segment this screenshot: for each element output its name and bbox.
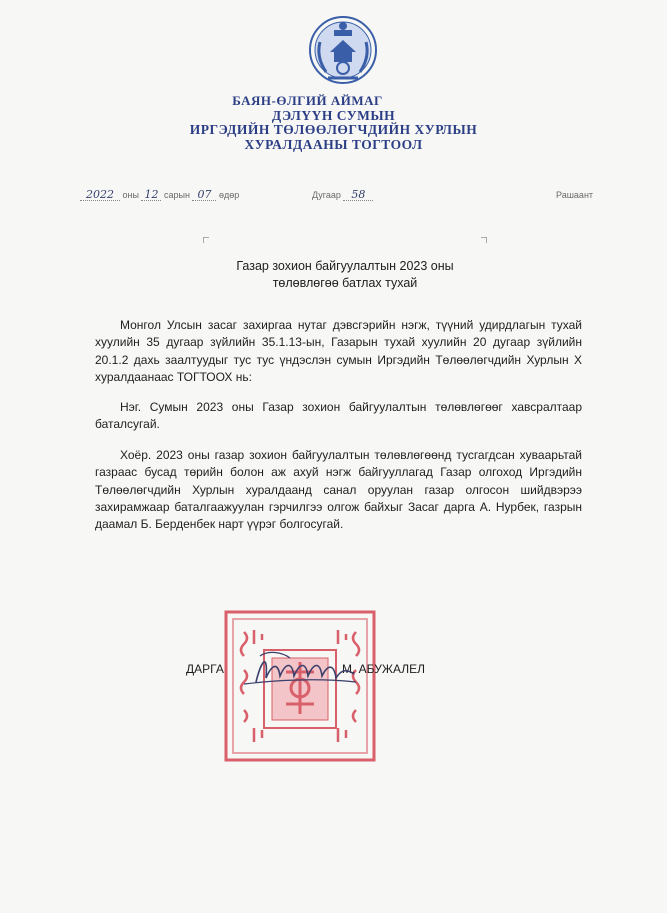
date-day-suffix: өдөр	[218, 190, 240, 200]
title-corner-left	[203, 237, 209, 243]
number-value: 58	[343, 190, 373, 201]
document-title-line2: төлөвлөгөө батлах тухай	[272, 276, 418, 290]
date-day: 07	[192, 190, 216, 201]
title-corner-right	[481, 237, 487, 243]
date-year: 2022	[80, 190, 120, 201]
number-field	[312, 190, 373, 201]
header-sum: ДЭЛҮҮН СУМЫН	[271, 108, 396, 123]
header-aimag: БАЯН-ӨЛГИЙ АЙМАГ	[232, 93, 383, 108]
date-month: 12	[141, 190, 161, 201]
handwritten-signature	[238, 648, 358, 690]
header-resolution: ХУРАЛДААНЫ ТОГТООЛ	[244, 137, 423, 152]
state-emblem-icon	[306, 12, 380, 88]
place-field: Рашаант	[556, 190, 594, 200]
signer-title: ДАРГА	[186, 662, 224, 676]
signer-name: М. АБУЖАЛЕЛ	[342, 662, 425, 676]
number-label: Дугаар	[312, 190, 341, 200]
body-paragraph-two: Хоёр. 2023 оны газар зохион байгуулалтын төлөвлөгөөнд тусгагдсан хуваарьтай газраас бусад төрийн болон аж ахуй нэгж байгууллагад Газар олгоход Иргэдийн Төлөөлөгчдийн Хурлын хуралдаанд санал оруулан газар олгосон шийдвэрээ захирамжаар баталгаажуулан гэрчилгээ олгож байхыг Засаг дарга А. Нурбек, газрын даамал Б. Берденбек нарт үүрэг болгосугай.	[95, 448, 582, 532]
body-paragraph-one: Нэг. Сумын 2023 оны Газар зохион байгуулалтын төлөвлөгөөг хавсралтаар баталсугай.	[95, 400, 582, 432]
body-paragraph-preamble: Монгол Улсын засаг захиргаа нутаг дэвсгэрийн нэгж, түүний удирдлагын тухай хуулийн 35 дугаар зүйлийн 35.1.13-ын, Газарын тухай хуулийн 20 дугаар зүйлийн 20.1.2 дахь заалтуудыг тус тус үндэслэн сумын Иргэдийн Төлөөлөгчдийн Хурлын Х хуралдаанаас ТОГТООХ нь:	[95, 318, 582, 384]
date-year-suffix: оны	[122, 190, 139, 200]
date-field	[80, 190, 239, 201]
document-title-line1: Газар зохион байгуулалтын 2023 оны	[236, 259, 454, 273]
date-month-suffix: сарын	[164, 190, 190, 200]
header-council: ИРГЭДИЙН ТӨЛӨӨЛӨГЧДИЙН ХУРЛЫН	[189, 122, 478, 137]
